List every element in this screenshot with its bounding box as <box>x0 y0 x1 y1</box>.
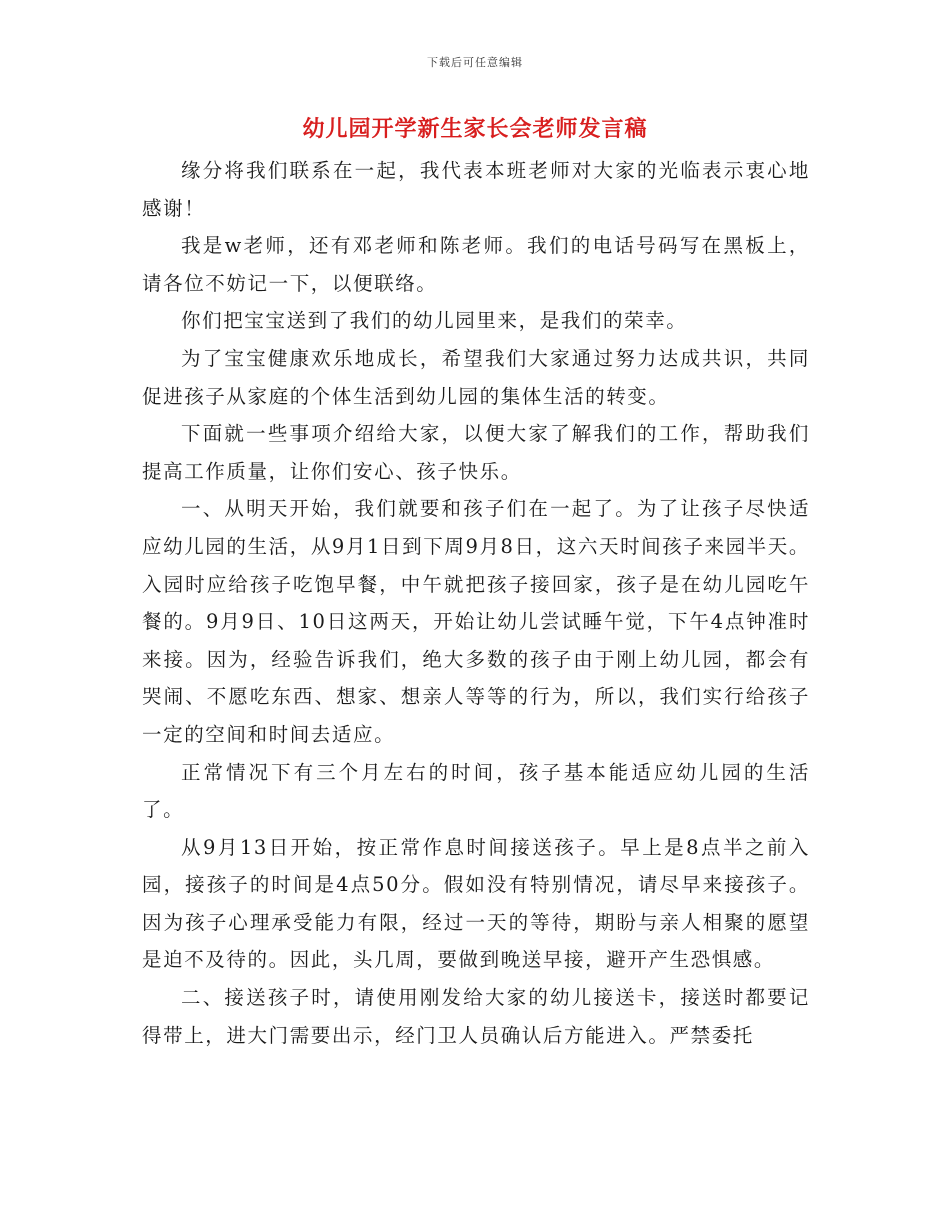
paragraph: 从9月13日开始，按正常作息时间接送孩子。早上是8点半之前入园，接孩子的时间是4点50分。假如没有特别情况，请尽早来接孩子。因为孩子心理承受能力有限，经过一天的等待，期盼与亲人相聚的愿望是迫不及待的。因此，头几周，要做到晚送早接，避开产生恐惧感。 <box>142 835 810 972</box>
paragraph: 下面就一些事项介绍给大家，以便大家了解我们的工作，帮助我们提高工作质量，让你们安心、孩子快乐。 <box>142 422 810 483</box>
paragraph: 一、从明天开始，我们就要和孩子们在一起了。为了让孩子尽快适应幼儿园的生活，从9月1日到下周9月8日，这六天时间孩子来园半天。入园时应给孩子吃饱早餐，中午就把孩子接回家，孩子是在幼儿园吃午餐的。9月9日、10日这两天，开始让幼儿尝试睡午觉，下午4点钟准时来接。因为，经验告诉我们，绝大多数的孩子由于刚上幼儿园，都会有哭闹、不愿吃东西、想家、想亲人等等的行为，所以，我们实行给孩子一定的空间和时间去适应。 <box>142 497 810 746</box>
paragraph: 二、接送孩子时，请使用刚发给大家的幼儿接送卡，接送时都要记得带上，进大门需要出示，经门卫人员确认后方能进入。严禁委托 <box>142 986 810 1047</box>
paragraph: 为了宝宝健康欢乐地成长，希望我们大家通过努力达成共识，共同促进孩子从家庭的个体生活到幼儿园的集体生活的转变。 <box>142 346 810 408</box>
paragraph: 缘分将我们联系在一起，我代表本班老师对大家的光临表示衷心地感谢！ <box>142 159 810 220</box>
header-note: 下载后可任意编辑 <box>427 56 523 69</box>
paragraph: 我是w老师，还有邓老师和陈老师。我们的电话号码写在黑板上，请各位不妨记一下，以便联络。 <box>142 234 810 295</box>
document-body <box>142 152 810 1054</box>
document-title: 幼儿园开学新生家长会老师发言稿 <box>302 116 648 142</box>
paragraph: 你们把宝宝送到了我们的幼儿园里来，是我们的荣幸。 <box>181 309 688 333</box>
paragraph: 正常情况下有三个月左右的时间，孩子基本能适应幼儿园的生活了。 <box>142 760 810 822</box>
